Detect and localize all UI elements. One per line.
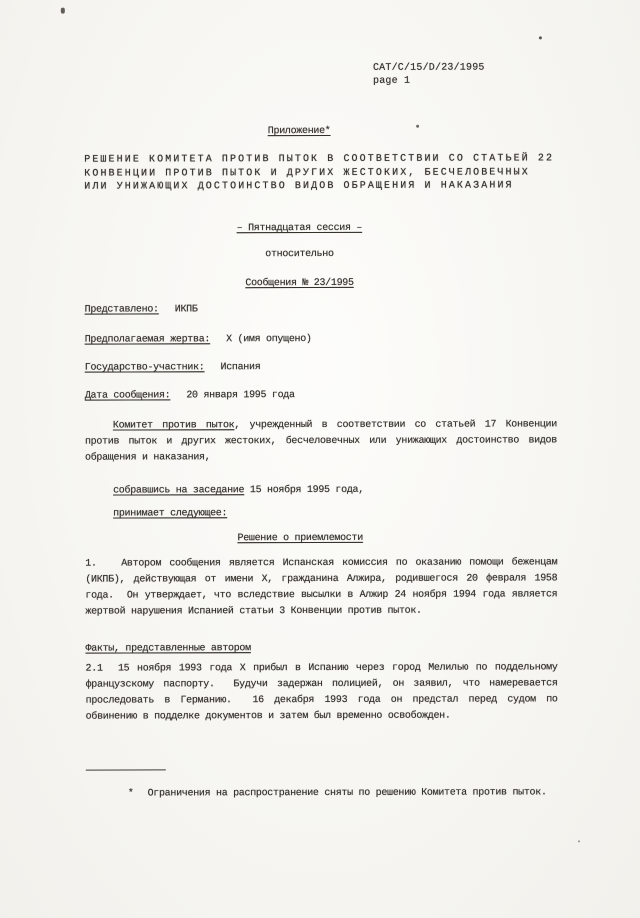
meta-row-submitted-by (85, 301, 557, 318)
meta-row-alleged-victim (85, 331, 557, 348)
paragraph-2-1: 2.1 15 ноября 1993 года X прибыл в Испанию через город Мелилью по поддельному французскому паспорту. Будучи задержан полицией, он заявил, что намеревается проследовать в Германию. 16 декабря 1993 года он предстал перед судом по обвинению в подделке документов и затем был временно освобожден. (85, 662, 558, 723)
meta-value: X (имя опущено) (226, 334, 312, 346)
regarding-line: относительно (265, 248, 334, 261)
annex-label: Приложение* (267, 125, 331, 138)
scan-artifact (578, 840, 580, 842)
document-header (373, 62, 485, 88)
document-title-line: РЕШЕНИЕ КОМИТЕТА ПРОТИВ ПЫТОК В СООТВЕТСТВИИ СО СТАТЬЕЙ 22 (84, 153, 555, 166)
preamble-paragraph: Комитет против пыток, учрежденный в соответствии со статьей 17 Конвенции против пыток и других жестоких, бесчеловечных или унижающих достоинство видов обращения и наказания, (84, 419, 557, 464)
footnote (86, 785, 574, 802)
meeting-line: собравшись на заседание 15 ноября 1995 года, (113, 484, 364, 497)
scan-artifact (539, 36, 542, 39)
meta-value: 20 января 1995 года (186, 390, 295, 402)
meta-label: Предполагаемая жертва: (84, 334, 211, 346)
footnote-text: Ограничения на распространение сняты по решению Комитета против пыток. (147, 787, 547, 800)
paragraph-1: 1. Автором сообщения является Испанская комиссия по оказанию помощи беженцам (ИКПБ), действующая от имени X, гражданина Алжира, родившегося 20 февраля 1958 года. Он утверждает, что вследствие высылки в Алжир 24 ноября 1994 года является жертвой нарушения Испанией статьи 3 Конвенции против пыток. (85, 557, 558, 618)
document-title-line: КОНВЕНЦИИ ПРОТИВ ПЫТОК И ДРУГИХ ЖЕСТОКИХ, БЕСЧЕЛОВЕЧНЫХ (84, 166, 530, 180)
document-title-line: ИЛИ УНИЖАЮЩИХ ДОСТОИНСТВО ВИДОВ ОБРАЩЕНИЯ И НАКАЗАНИЯ (84, 180, 514, 193)
adopts-line: принимает следующее: (113, 508, 228, 520)
meta-row-state-party (85, 359, 557, 376)
meta-label: Представлено: (84, 304, 159, 316)
facts-heading: Факты, представленные автором (85, 643, 251, 655)
meta-value: Испания (220, 362, 261, 374)
decision-heading: Решение о приемлемости (237, 532, 363, 545)
session-line: – Пятнадцатая сессия – (236, 222, 363, 235)
document-title (84, 152, 564, 194)
committee-name: Комитет против пыток (112, 420, 235, 432)
footnote-marker: * (127, 788, 134, 800)
scan-artifact (416, 125, 419, 128)
footnote-separator (86, 769, 166, 770)
meta-label: Дата сообщения: (84, 390, 171, 402)
page-number: page 1 (372, 75, 411, 87)
meta-label: Государство-участник: (84, 362, 205, 374)
meta-row-date-of-communication (85, 387, 557, 404)
communication-number: Сообщения № 23/1995 (245, 277, 354, 290)
document-reference: CAT/C/15/D/23/1995 (372, 62, 485, 74)
meta-value: ИКПБ (174, 304, 198, 316)
scan-artifact (61, 8, 65, 14)
